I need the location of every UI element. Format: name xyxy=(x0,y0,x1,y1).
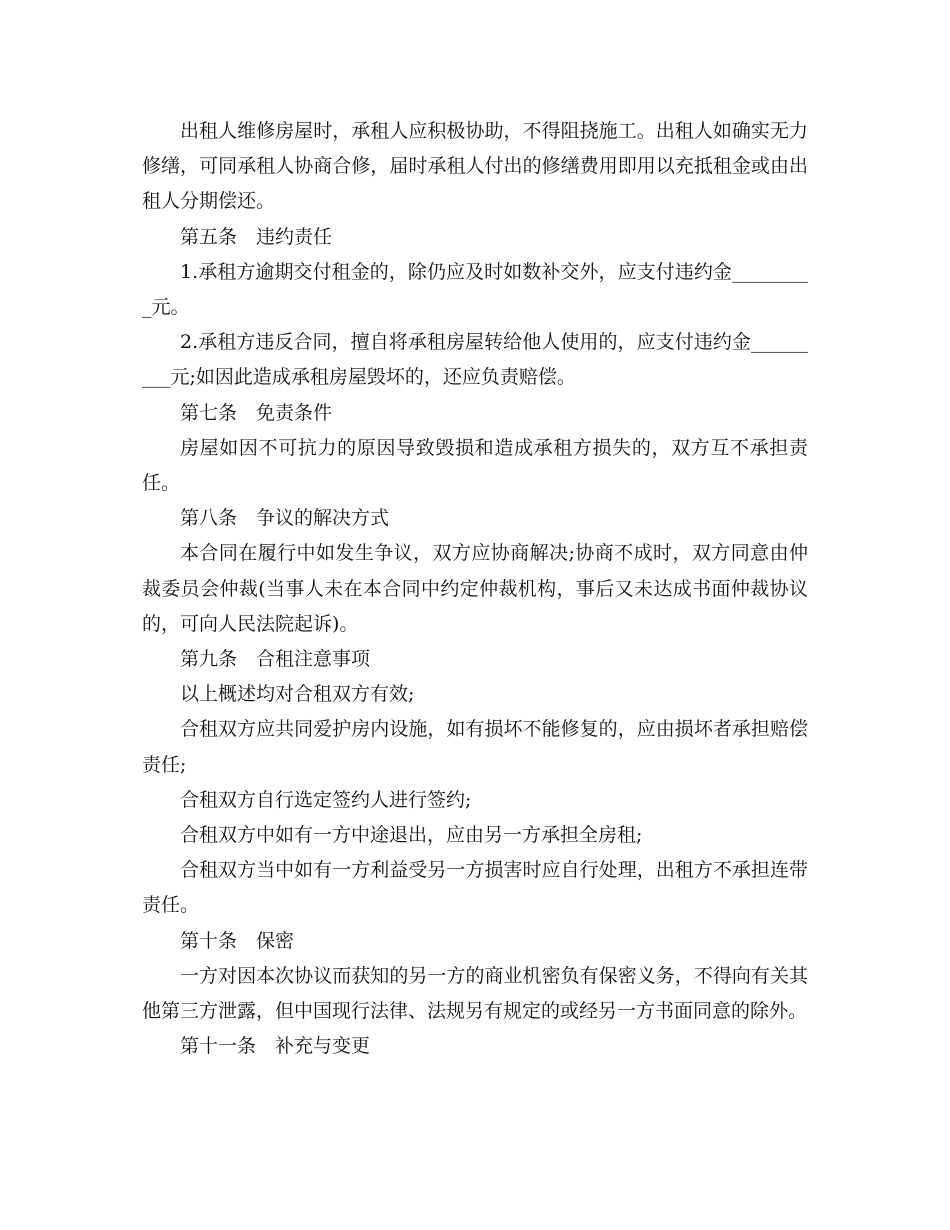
paragraph-late-rent-penalty: 1.承租方逾期交付租金的，除仍应及时如数补交外，应支付违约金_________元。 xyxy=(142,260,808,319)
heading-article-8: 第八条 争议的解决方式 xyxy=(180,507,390,530)
paragraph-shared-rent-note-1: 以上概述均对合租双方有效; xyxy=(180,683,415,706)
paragraph-shared-rent-note-4: 合租双方中如有一方中途退出，应由另一方承担全房租; xyxy=(180,824,643,847)
paragraph-shared-rent-note-3: 合租双方自行选定签约人进行签约; xyxy=(180,788,472,811)
paragraph-dispute-resolution: 本合同在履行中如发生争议，双方应协商解决;协商不成时，双方同意由仲裁委员会仲裁(当事人未在本合同中约定仲裁机构，事后又未达成书面仲裁协议的，可向人民法院起诉)。 xyxy=(142,542,808,635)
paragraph-confidentiality: 一方对因本次协议而获知的另一方的商业机密负有保密义务，不得向有关其他第三方泄露，但中国现行法律、法规另有规定的或经另一方书面同意的除外。 xyxy=(142,964,808,1023)
paragraph-shared-rent-note-5: 合租双方当中如有一方利益受另一方损害时应自行处理，出租方不承担连带责任。 xyxy=(142,859,808,917)
heading-article-7: 第七条 免责条件 xyxy=(180,401,333,424)
paragraph-shared-rent-note-2: 合租双方应共同爱护房内设施，如有损坏不能修复的，应由损坏者承担赔偿责任; xyxy=(142,718,808,776)
paragraph-sublet-penalty: 2.承租方违反合同，擅自将承租房屋转给他人使用的，应支付违约金_________元;如因此造成承租房屋毁坏的，还应负责赔偿。 xyxy=(142,331,808,389)
heading-article-9: 第九条 合租注意事项 xyxy=(180,648,371,671)
heading-article-11: 第十一条 补充与变更 xyxy=(180,1035,371,1058)
paragraph-force-majeure: 房屋如因不可抗力的原因导致毁损和造成承租方损失的，双方互不承担责任。 xyxy=(142,436,808,495)
paragraph-repair-clause: 出租人维修房屋时，承租人应积极协助，不得阻挠施工。出租人如确实无力修缮，可同承租人协商合修，届时承租人付出的修缮费用即用以充抵租金或由出租人分期偿还。 xyxy=(142,120,808,213)
heading-article-10: 第十条 保密 xyxy=(180,929,295,952)
heading-article-5: 第五条 违约责任 xyxy=(180,225,333,248)
